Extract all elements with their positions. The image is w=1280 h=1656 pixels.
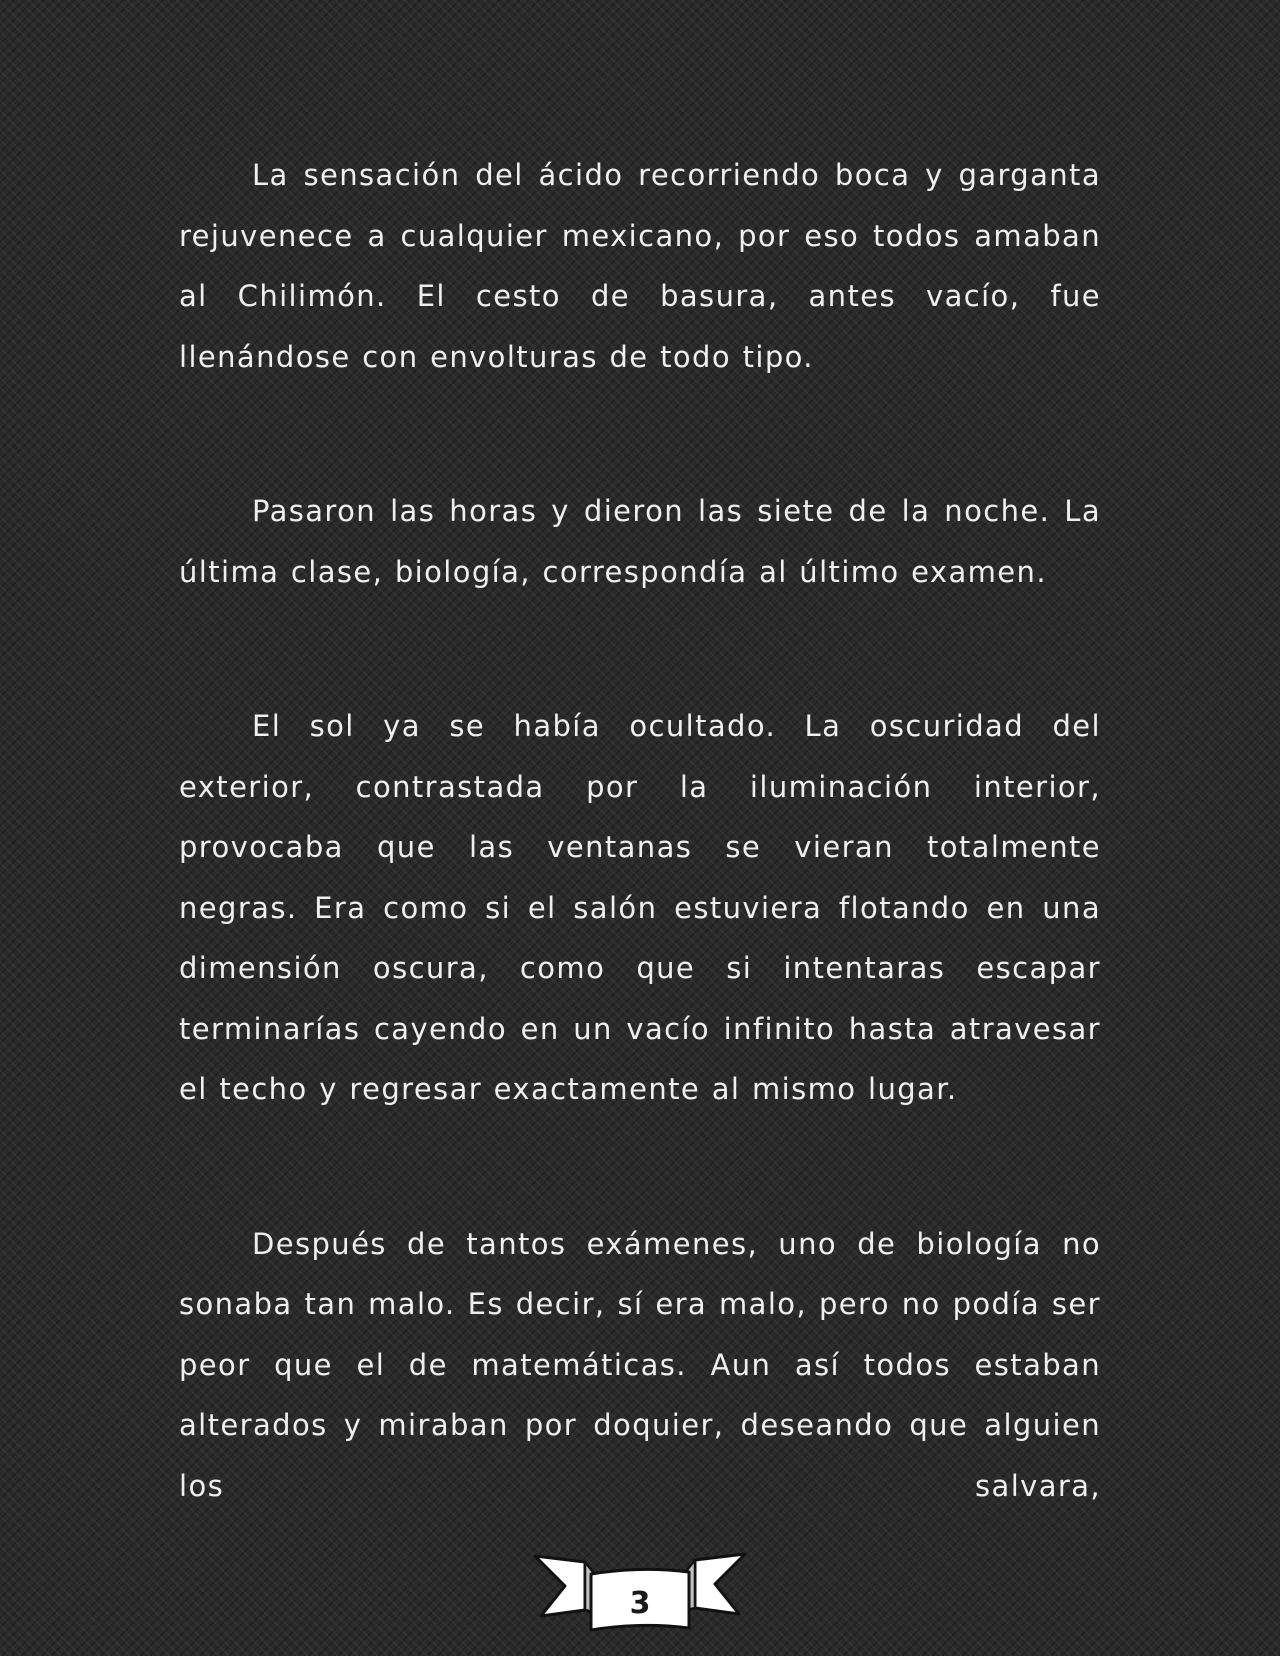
paragraph-1: La sensación del ácido recorriendo boca y garganta rejuvenece a cualquier mexicano, por eso todos amaban al Chilimón. El cesto de basura, antes vacío, fue llenándose con envolturas de todo tipo. [179, 158, 1101, 374]
paragraph-3: El sol ya se había ocultado. La oscuridad del exterior, contrastada por la iluminación interior, provocaba que las ventanas se vieran totalmente negras. Era como si el salón estuviera flotando en una dimensión oscura, como que si intentaras escapar terminarías cayendo en un vacío infinito hasta atravesar el techo y regresar exactamente al mismo lugar. [179, 709, 1101, 1106]
page-body-text [179, 145, 1101, 1516]
page-number: 3 [629, 1586, 651, 1621]
paragraph-4: Después de tantos exámenes, uno de biología no sonaba tan malo. Es decir, sí era malo, pero no podía ser peor que el de matemáticas. Aun así todos estaban alterados y miraban por doquier, deseando que alguien los salvara, [179, 1226, 1101, 1503]
paragraph-2: Pasaron las horas y dieron las siete de la noche. La última clase, biología, correspondía al último examen. [179, 494, 1101, 589]
